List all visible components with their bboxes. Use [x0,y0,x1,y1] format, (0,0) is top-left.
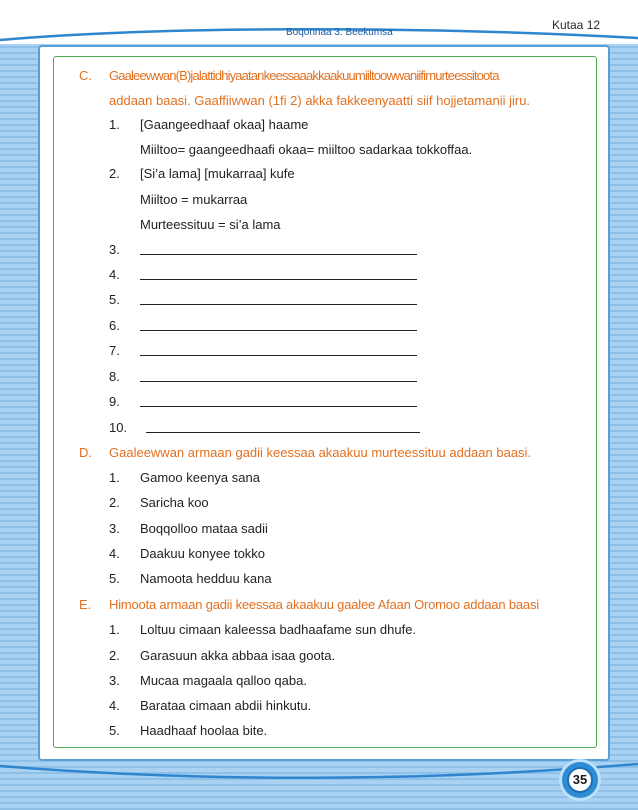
section-d-item-number: 1. [109,470,120,485]
section-c-instruction-line2: addaan baasi. Gaaffiiwwan (1fi 2) akka fakkeenyaatti siif hojjetamanii jiru. [109,93,531,108]
blank-number: 7. [109,343,120,358]
answer-blank-line[interactable] [140,381,417,382]
section-e-item-number: 3. [109,673,120,688]
section-c-item-number: 2. [109,166,120,181]
section-d-item-text: Daakuu konyee tokko [140,546,266,561]
section-e-item-number: 5. [109,723,120,738]
section-c-example-line: Murteessituu = si’a lama [140,217,281,232]
answer-blank-line[interactable] [140,330,417,331]
blank-number: 9. [109,394,120,409]
section-d-item-number: 2. [109,495,120,510]
page-number: 35 [567,767,593,793]
blank-number: 4. [109,267,120,282]
section-d-instruction: Gaaleewwan armaan gadii keessaa akaakuu murteessituu addaan baasi. [109,445,532,460]
section-d-item-text: Namoota hedduu kana [140,571,272,586]
page-number-badge [562,762,598,798]
answer-blank-line[interactable] [140,355,417,356]
section-e-item-text: Haadhaaf hoolaa bite. [140,723,268,738]
section-e-instruction: Himoota armaan gadii keessaa akaakuu gaalee Afaan Oromoo addaan baasi [109,597,539,612]
section-c-letter: C. [79,68,92,83]
section-e-item-number: 2. [109,648,120,663]
section-c-item-number: 1. [109,117,120,132]
section-e-letter: E. [79,597,92,612]
answer-blank-line[interactable] [140,304,417,305]
blank-number: 3. [109,242,120,257]
section-d-item-text: Saricha koo [140,495,209,510]
footer-wave-decoration [0,752,638,810]
section-e-item-text: Mucaa magaala qalloo qaba. [140,673,307,688]
section-c-instruction-line1: Gaaleewwan(B)jalattidhiyaatankeessaaakkaakuumiiltoowwaniifimurteessitoota [109,68,499,83]
blank-number: 6. [109,318,120,333]
answer-blank-line[interactable] [140,279,417,280]
answer-blank-line[interactable] [146,432,420,433]
content-border [53,56,597,748]
running-header: Boqonnaa 3: Beekumsa [286,27,393,38]
section-c-item-text: [Si’a lama] [mukarraa] kufe [140,166,295,181]
section-e-item-number: 4. [109,698,120,713]
section-d-item-number: 5. [109,571,120,586]
section-d-item-number: 4. [109,546,120,561]
section-d-item-number: 3. [109,521,120,536]
chapter-label: Kutaa 12 [552,18,601,32]
section-c-item-text: [Gaangeedhaaf okaa] haame [140,117,309,132]
section-e-item-text: Loltuu cimaan kaleessa badhaafame sun dhufe. [140,622,417,637]
section-c-example-line: Miiltoo = mukarraa [140,192,248,207]
blank-number: 8. [109,369,120,384]
section-e-item-text: Garasuun akka abbaa isaa goota. [140,648,336,663]
section-d-item-text: Boqqolloo mataa sadii [140,521,268,536]
blank-number: 10. [109,420,128,435]
answer-blank-line[interactable] [140,254,417,255]
answer-blank-line[interactable] [140,406,417,407]
section-d-item-text: Gamoo keenya sana [140,470,260,485]
section-c-example-line: Miiltoo= gaangeedhaafi okaa= miiltoo sadarkaa tokkoffaa. [140,142,473,157]
section-e-item-text: Barataa cimaan abdii hinkutu. [140,698,312,713]
section-e-item-number: 1. [109,622,120,637]
section-d-letter: D. [79,445,92,460]
blank-number: 5. [109,292,120,307]
